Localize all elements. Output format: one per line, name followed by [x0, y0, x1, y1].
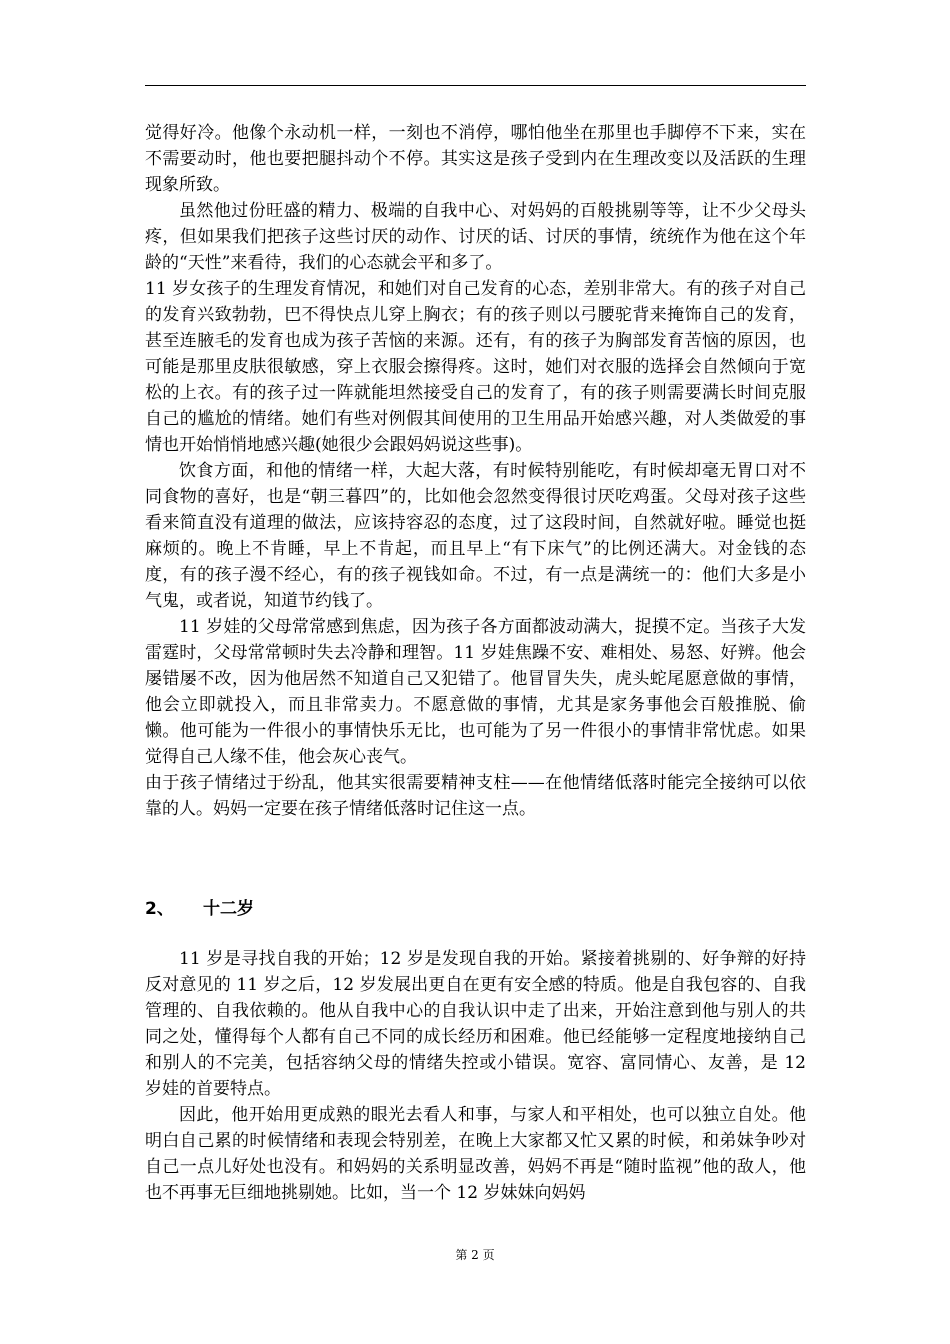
paragraph: 由于孩子情绪过于纷乱，他其实很需要精神支柱——在他情绪低落时能完全接纳可以依靠的人。妈妈一定要在孩子情绪低落时记住这一点。 [145, 773, 806, 819]
section-heading [145, 896, 806, 922]
paragraph: 觉得好冷。他像个永动机一样，一刻也不消停，哪怕他坐在那里也手脚停不下来，实在不需要动时，他也要把腿抖动个不停。其实这是孩子受到内在生理改变以及活跃的生理现象所致。 [145, 123, 806, 195]
paragraph: 饮食方面，和他的情绪一样，大起大落，有时候特别能吃，有时候却毫无胃口对不同食物的喜好，也是“朝三暮四”的，比如他会忽然变得很讨厌吃鸡蛋。父母对孩子这些看来简直没有道理的做法，应该持容忍的态度，过了这段时间，自然就好啦。睡觉也挺麻烦的。晚上不肯睡，早上不肯起，而且早上“有下床气”的比例还满大。对金钱的态度，有的孩子漫不经心，有的孩子视钱如命。不过，有一点是满统一的：他们大多是小气鬼，或者说，知道节约钱了。 [145, 461, 806, 611]
paragraph: 虽然他过份旺盛的精力、极端的自我中心、对妈妈的百般挑剔等等，让不少父母头疼，但如果我们把孩子这些讨厌的动作、讨厌的话、讨厌的事情，统统作为他在这个年龄的“天性”来看待，我们的心态就会平和多了。 [145, 201, 806, 273]
body-text [145, 120, 812, 1206]
section-number: 2、 [145, 899, 174, 919]
paragraph: 11 岁娃的父母常常感到焦虑，因为孩子各方面都波动满大，捉摸不定。当孩子大发雷霆时，父母常常顿时失去冷静和理智。11 岁娃焦躁不安、难相处、易怒、好辨。他会屡错屡不改，因为他居然不知道自己又犯错了。他冒冒失失，虎头蛇尾愿意做的事情，他会立即就投入，而且非常卖力。不愿意做的事情，尤其是家务事他会百般推脱、偷懒。他可能为一件很小的事情快乐无比，也可能为了另一件很小的事情非常忧虑。如果觉得自己人缘不佳，他会灰心丧气。 [145, 617, 806, 767]
paragraph: 因此，他开始用更成熟的眼光去看人和事，与家人和平相处，也可以独立自处。他明白自己累的时候情绪和表现会特别差，在晚上大家都又忙又累的时候，和弟妹争吵对自己一点儿好处也没有。和妈妈的关系明显改善，妈妈不再是“随时监视”他的敌人，他也不再事无巨细地挑剔她。比如，当一个 12 岁妹妹向妈妈 [145, 1105, 806, 1203]
section-title: 十二岁 [203, 899, 254, 919]
page-number: 第 2 页 [455, 1248, 495, 1262]
header-rule [145, 85, 806, 86]
paragraph: 11 岁是寻找自我的开始；12 岁是发现自我的开始。紧接着挑剔的、好争辩的好持反对意见的 11 岁之后，12 岁发展出更自在更有安全感的特质。他是自我包容的、自我管理的、自我依赖的。他从自我中心的自我认识中走了出来，开始注意到他与别人的共同之处，懂得每个人都有自己不同的成长经历和困难。他已经能够一定程度地接纳自己和别人的不完美，包括容纳父母的情绪失控或小错误。宽容、富同情心、友善，是 12 岁娃的首要特点。 [145, 949, 812, 1099]
paragraph: 11 岁女孩子的生理发育情况，和她们对自己发育的心态，差别非常大。有的孩子对自己的发育兴致勃勃，巴不得快点儿穿上胸衣；有的孩子则以弓腰驼背来掩饰自己的发育，甚至连腋毛的发育也成为孩子苦恼的来源。还有，有的孩子为胸部发育苦恼的原因，也可能是那里皮肤很敏感，穿上衣服会擦得疼。这时，她们对衣服的选择会自然倾向于宽松的上衣。有的孩子过一阵就能坦然接受自己的发育了，有的孩子则需要满长时间克服自己的尴尬的情绪。她们有些对例假其间使用的卫生用品开始感兴趣，对人类做爱的事情也开始悄悄地感兴趣(她很少会跟妈妈说这些事)。 [145, 279, 806, 455]
